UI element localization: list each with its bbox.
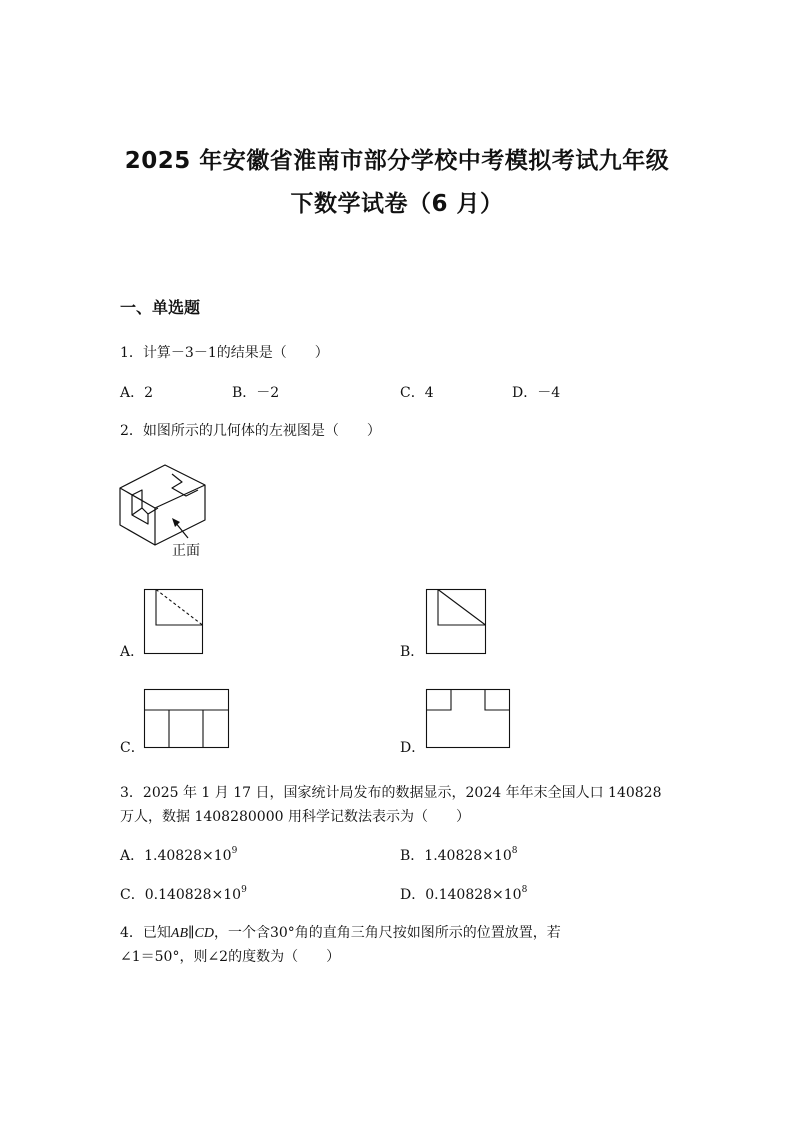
question-3-option-b: [400, 845, 517, 865]
option-b-figure: [426, 589, 488, 655]
question-3-option-d: [400, 884, 527, 904]
question-2-stem: 2．如图所示的几何体的左视图是（ ）: [120, 423, 381, 439]
question-4-stem-line1: [120, 922, 561, 942]
option-label: B．: [400, 848, 425, 864]
option-exponent: 8: [521, 885, 528, 895]
question-1-option-d: D．－4: [512, 385, 561, 401]
option-label: C．: [120, 887, 145, 903]
option-d-figure: [426, 689, 512, 751]
option-exponent: 9: [241, 885, 247, 895]
option-value: 1.40828×10: [424, 848, 512, 864]
question-4-mid: ，一个含30°角的直角三角尺按如图所示的位置放置，若: [213, 925, 561, 941]
question-1-stem: 1．计算－3－1的结果是（ ）: [120, 345, 329, 361]
question-3-stem-line1: 3．2025 年 1 月 17 日，国家统计局发布的数据显示，2024 年年末全国人口 140828: [120, 785, 662, 801]
option-value: 0.140828×10: [144, 887, 242, 903]
option-c-figure: [144, 689, 230, 751]
question-2-option-b: B．: [400, 644, 425, 660]
parallel-lines-expression: AB∥CD: [170, 926, 214, 941]
option-a-figure: [144, 589, 204, 655]
front-view-label: 正面: [172, 543, 200, 559]
question-3-option-a: [120, 845, 237, 865]
question-4-prefix: 4．已知: [120, 925, 171, 941]
question-1-option-b: B．－2: [232, 385, 280, 401]
question-4-stem-line2: ∠1＝50°，则∠2的度数为（ ）: [120, 949, 341, 965]
question-2-option-a: A．: [120, 644, 145, 660]
question-2-option-d: D．: [400, 740, 426, 756]
option-exponent: 9: [231, 846, 238, 856]
question-1-option-c: C．4: [400, 385, 434, 401]
option-value: 1.40828×10: [144, 848, 232, 864]
question-1-option-a: A．2: [120, 385, 154, 401]
section-title: 一、单选题: [120, 298, 201, 317]
option-exponent: 8: [511, 846, 518, 856]
option-label: D．: [400, 887, 426, 903]
isometric-solid-figure: [110, 460, 220, 560]
option-label: A．: [120, 848, 145, 864]
question-2-option-c: C．: [120, 740, 145, 756]
question-3-stem-line2: 万人，数据 1408280000 用科学记数法表示为（ ）: [120, 809, 470, 825]
option-value: 0.140828×10: [425, 887, 522, 903]
question-3-option-c: [120, 884, 247, 904]
page-title-line2: 下数学试卷（6 月）: [290, 191, 504, 217]
page-title-line1: 2025 年安徽省淮南市部分学校中考模拟考试九年级: [124, 148, 670, 174]
